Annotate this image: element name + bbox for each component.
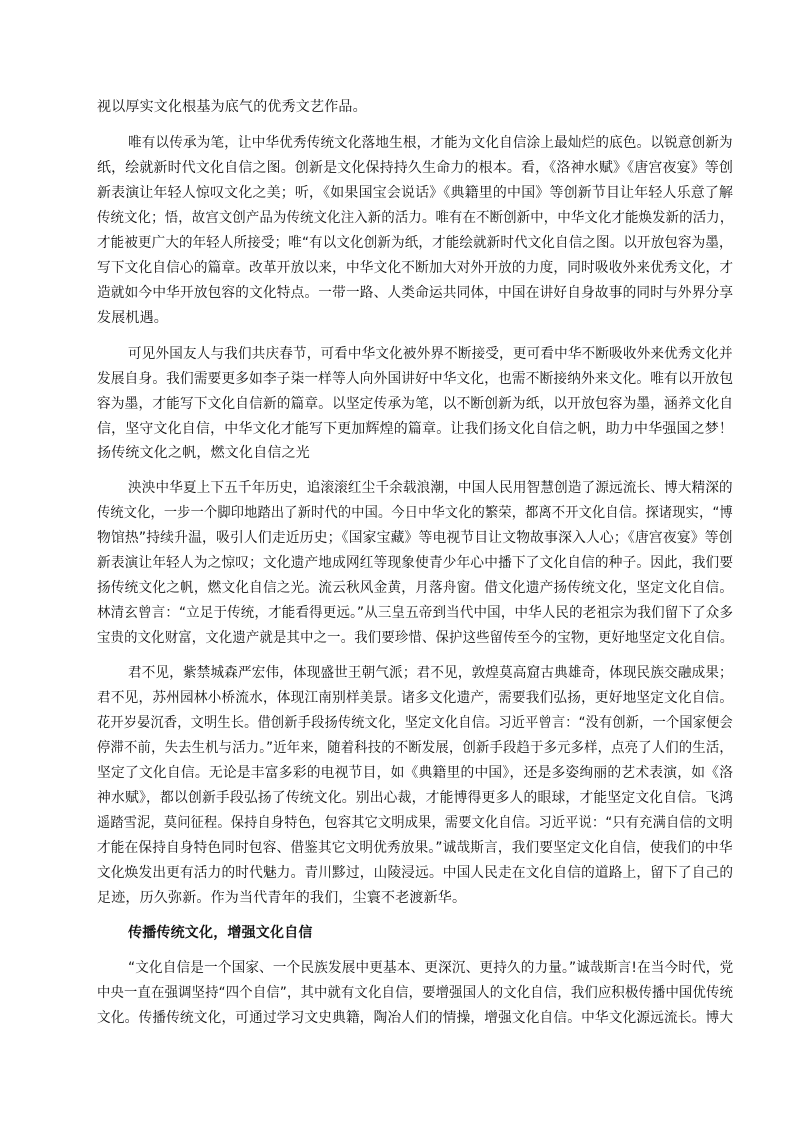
- paragraph-line: 停滞不前，失去生机与活力。”近年来，随着科技的不断发展，创新手段趋于多元多样，点亮了人们的生活，: [97, 740, 733, 756]
- section-heading: 传播传统文化，增强文化自信: [128, 925, 313, 941]
- paragraph-line: 花开岁晏沉香，文明生长。借创新手段扬传统文化，坚定文化自信。习近平曾言：“没有创新，一个国家便会: [97, 715, 733, 731]
- paragraph-line: 传统文化，一步一个脚印地踏出了新时代的中国。今日中华文化的繁荣，都离不开文化自信。探诸现实，“博: [97, 505, 733, 521]
- paragraph-line: 视以厚实文化根基为底气的优秀文艺作品。: [97, 99, 367, 115]
- paragraph-line: 才能在保持自身特色同时包容、借鉴其它文明优秀放果。”诚哉斯言，我们要坚定文化自信，使我们的中华: [97, 840, 733, 856]
- paragraph-line: 遥踏雪泥，莫问征程。保持自身特色，包容其它文明成果，需要文化自信。习近平说：“只有充满自信的文明: [97, 815, 733, 831]
- paragraph-line: 纸，绘就新时代文化自信之图。创新是文化保持持久生命力的根本。看，《洛神水赋》《唐宫夜宴》等创: [97, 160, 734, 176]
- paragraph-line: 君不见，苏州园林小桥流水，体现江南别样美景。诸多文化遗产，需要我们弘扬，更好地坚定文化自信。: [97, 690, 734, 706]
- paragraph-line: 君不见，紫禁城森严宏伟，体现盛世王朝气派；君不见，敦煌莫高窟古典雄奇，体现民族交融成果；: [128, 665, 733, 681]
- paragraph-line: 扬传统文化之帆，燃文化自信之光。流云秋风金黄，月落舟窗。借文化遗产扬传统文化，坚定文化自信。: [97, 580, 734, 596]
- paragraph-line: 写下文化自信心的篇章。改革开放以来，中华文化不断加大对外开放的力度，同时吸收外来优秀文化，才: [97, 260, 734, 276]
- paragraph-line: 传统文化；悟，故宫文创产品为传统文化注入新的活力。唯有在不断创新中，中华文化才能焕发新的活力，: [97, 210, 734, 226]
- paragraph-line: “文化自信是一个国家、一个民族发展中更基本、更深沉、更持久的力量。”诚哉斯言!在当今时代，党: [128, 960, 734, 976]
- paragraph-line: 新表演让年轻人为之惊叹；文化遗产地成网红等现象使青少年心中播下了文化自信的种子。因此，我们要: [97, 555, 734, 571]
- paragraph-line: 泱泱中华夏上下五千年历史，追滚滚红尘千余载浪潮，中国人民用智慧创造了源远流长、博大精深的: [128, 480, 733, 496]
- paragraph-line: 发展自身。我们需要更多如李子柒一样等人向外国讲好中华文化，也需不断接纳外来文化。唯有以开放包: [97, 371, 734, 387]
- paragraph-line: 宝贵的文化财富，文化遗产就是其中之一。我们要珍惜、保护这些留传至今的宝物，更好地坚定文化自信。: [97, 630, 734, 646]
- paragraph-line: 信，坚守文化自信，中华文化才能写下更加辉煌的篇章。让我们扬文化自信之帆，助力中华强国之梦！: [97, 421, 733, 437]
- paragraph-line: 扬传统文化之帆，燃文化自信之光: [97, 445, 310, 461]
- paragraph-line: 物馆热”持续升温，吸引人们走近历史；《国家宝藏》等电视节目让文物故事深入人心；《唐宫夜宴》等创: [97, 530, 733, 546]
- paragraph-line: 唯有以传承为笔，让中华优秀传统文化落地生根，才能为文化自信涂上最灿烂的底色。以锐意创新为: [128, 135, 733, 151]
- paragraph-line: 新表演让年轻人惊叹文化之美；听，《如果国宝会说话》《典籍里的中国》等创新节目让年轻人乐意了解: [97, 185, 734, 201]
- paragraph-line: 可见外国友人与我们共庆春节，可看中华文化被外界不断接受，更可看中华不断吸收外来优秀文化并: [128, 346, 733, 362]
- paragraph-line: 才能被更广大的年轻人所接受；唯“有以文化创新为纸，才能绘就新时代文化自信之图。以开放包容为墨，: [97, 235, 733, 251]
- paragraph-line: 足迹，历久弥新。作为当代青年的我们，尘寰不老渡新华。: [97, 890, 467, 906]
- paragraph-line: 造就如今中华开放包容的文化特点。一带一路、人类命运共同体，中国在讲好自身故事的同时与外界分享: [97, 285, 734, 301]
- paragraph-line: 容为墨，才能写下文化自信新的篇章。以坚定传承为笔，以不断创新为纸，以开放包容为墨，涵养文化自: [97, 396, 734, 412]
- paragraph-line: 林清玄曾言：“立足于传统，才能看得更远。”从三皇五帝到当代中国，中华人民的老祖宗为我们留下了众多: [97, 605, 734, 621]
- paragraph-line: 中央一直在强调坚持“四个自信”，其中就有文化自信，要增强国人的文化自信，我们应积极传播中国优传统: [97, 985, 734, 1001]
- paragraph-line: 文化焕发出更有活力的时代魅力。青川黟过，山陵浸远。中国人民走在文化自信的道路上，留下了自己的: [97, 865, 734, 881]
- paragraph-line: 文化。传播传统文化，可通过学习文史典籍，陶冶人们的情操，增强文化自信。中华文化源远流长。博大: [97, 1010, 734, 1026]
- paragraph-line: 坚定了文化自信。无论是丰富多彩的电视节目，如《典籍里的中国》，还是多姿绚丽的艺术表演，如《洛: [97, 765, 734, 781]
- paragraph-line: 神水赋》，都以创新手段弘扬了传统文化。别出心裁，才能博得更多人的眼球，才能坚定文化自信。飞鸿: [97, 790, 734, 806]
- paragraph-line: 发展机遇。: [97, 310, 168, 326]
